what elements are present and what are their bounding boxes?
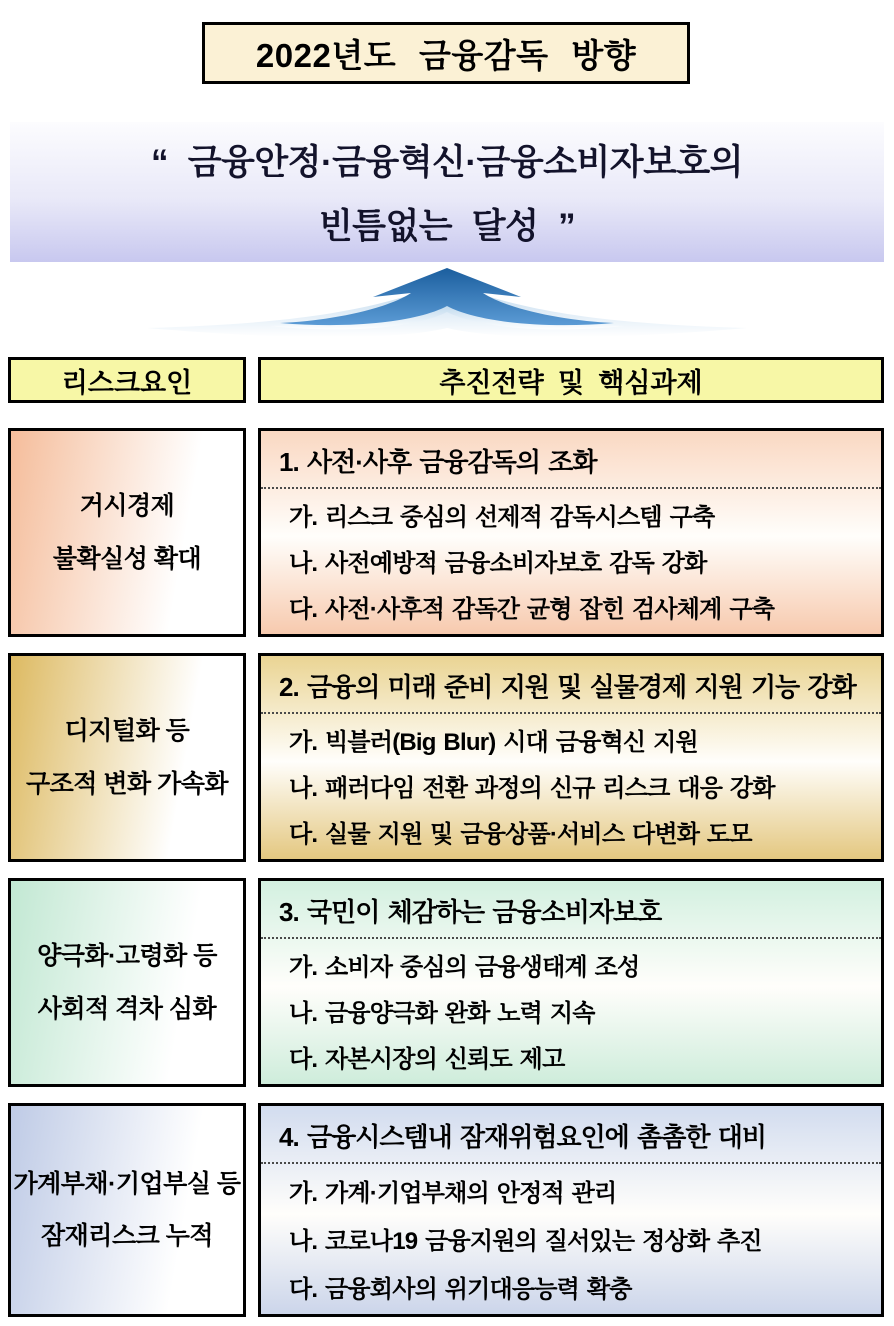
strategy-item: 가. 빅블러(Big Blur) 시대 금융혁신 지원	[289, 728, 698, 756]
strategy-item: 가. 리스크 중심의 선제적 감독시스템 구축	[289, 503, 715, 531]
strategy-item: 나. 금융양극화 완화 노력 지속	[289, 999, 595, 1027]
strategy-item: 다. 금융회사의 위기대응능력 확충	[289, 1275, 632, 1303]
risk-line-1: 가계부채·기업부실 등	[13, 1169, 241, 1198]
risk-factor-box	[8, 428, 246, 637]
row-latent-risk	[0, 1103, 894, 1317]
strategy-item-list	[261, 1166, 881, 1310]
risk-factor-box	[8, 1103, 246, 1317]
strategy-column-header: 추진전략 및 핵심과제	[258, 357, 884, 403]
up-arrow-icon	[147, 266, 747, 354]
strategy-item: 나. 패러다임 전환 과정의 신규 리스크 대응 강화	[289, 774, 775, 802]
risk-line-2: 잠재리스크 누적	[41, 1222, 213, 1250]
up-arrow-graphic	[147, 266, 747, 354]
strategy-item-list	[261, 716, 881, 855]
strategy-box	[258, 1103, 884, 1317]
strategy-item: 다. 자본시장의 신뢰도 제고	[289, 1046, 565, 1074]
strategy-item: 다. 실물 지원 및 금융상품·서비스 다변화 도모	[289, 821, 752, 849]
strategy-title: 4. 금융시스템내 잠재위험요인에 촘촘한 대비	[261, 1106, 881, 1164]
risk-line-2: 구조적 변화 가속화	[25, 769, 229, 798]
strategy-item: 나. 사전예방적 금융소비자보호 감독 강화	[289, 549, 707, 577]
risk-line-2: 불확실성 확대	[52, 544, 202, 573]
risk-line-2: 사회적 격차 심화	[37, 994, 217, 1023]
row-digitalization	[0, 653, 894, 862]
page-title: 2022년도 금융감독 방향	[202, 22, 690, 84]
strategy-box	[258, 653, 884, 862]
strategy-item: 가. 가계·기업부채의 안정적 관리	[289, 1179, 617, 1207]
risk-line-1: 거시경제	[79, 492, 175, 520]
strategy-box	[258, 428, 884, 637]
strategy-item-list	[261, 491, 881, 630]
strategy-title: 3. 국민이 체감하는 금융소비자보호	[261, 881, 881, 939]
row-polarization	[0, 878, 894, 1087]
strategy-item: 다. 사전·사후적 감독간 균형 잡힌 검사체계 구축	[289, 596, 775, 624]
strategy-item: 나. 코로나19 금융지원의 질서있는 정상화 추진	[289, 1227, 762, 1255]
strategy-box	[258, 878, 884, 1087]
risk-column-header: 리스크요인	[8, 357, 246, 403]
row-macroeconomy	[0, 428, 894, 637]
risk-factor-box	[8, 653, 246, 862]
slogan-line-2: 빈틈없는 달성 ”	[318, 206, 576, 246]
strategy-item-list	[261, 941, 881, 1080]
risk-factor-box	[8, 878, 246, 1087]
slogan-banner	[10, 122, 884, 262]
strategy-title: 2. 금융의 미래 준비 지원 및 실물경제 지원 기능 강화	[261, 656, 881, 714]
strategy-item: 가. 소비자 중심의 금융생태계 조성	[289, 953, 640, 981]
strategy-title: 1. 사전·사후 금융감독의 조화	[261, 431, 881, 489]
risk-line-1: 양극화·고령화 등	[37, 942, 217, 970]
slogan-line-1: “ 금융안정·금융혁신·금융소비자보호의	[151, 143, 743, 183]
risk-line-1: 디지털화 등	[64, 717, 190, 745]
